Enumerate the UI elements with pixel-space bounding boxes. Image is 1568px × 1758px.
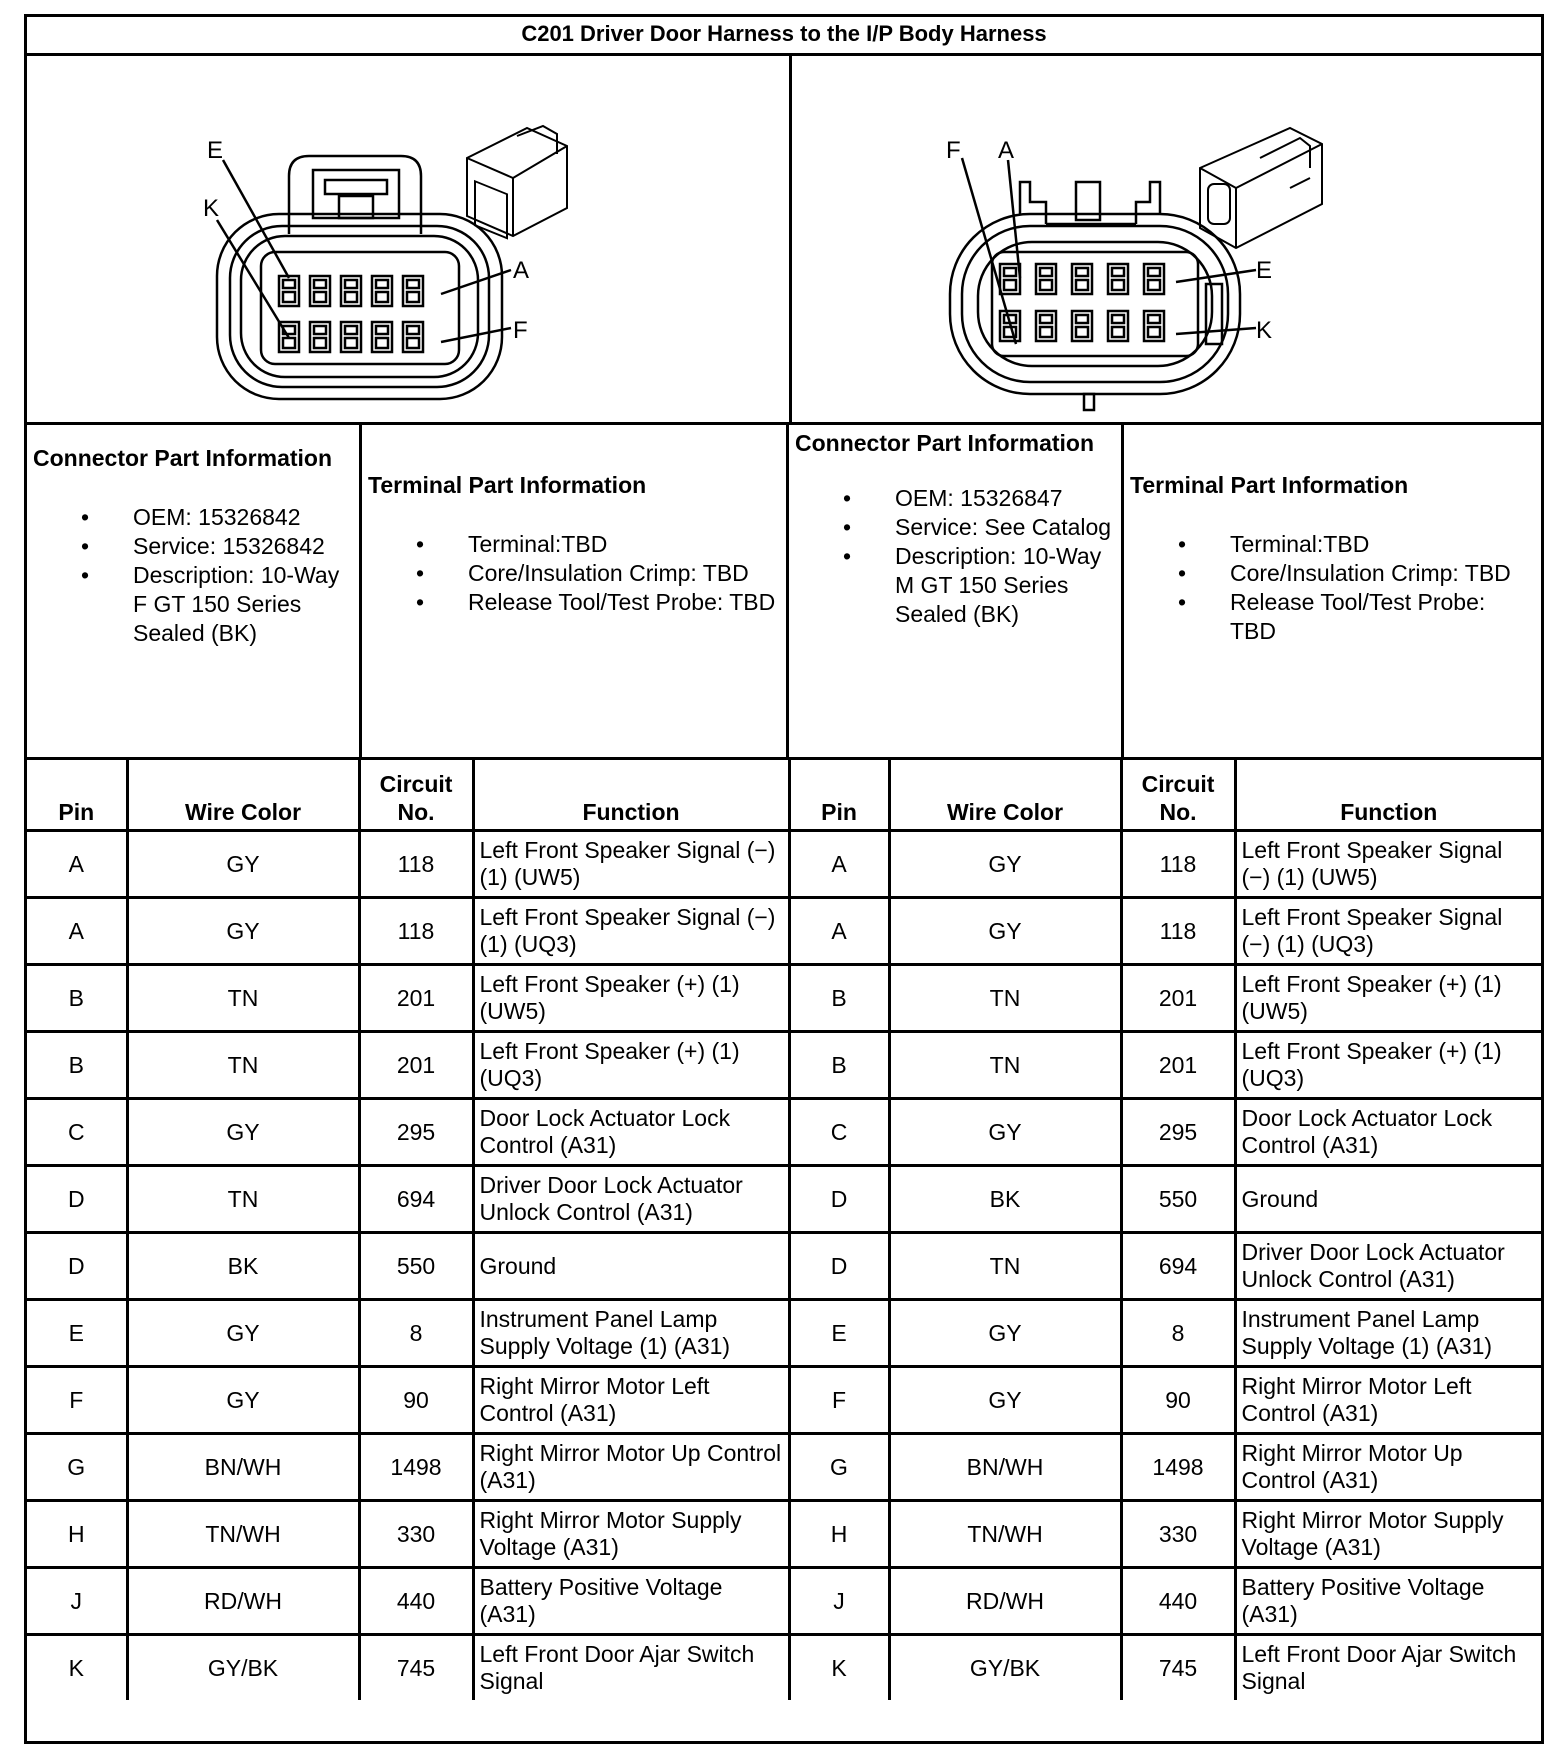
function-cell: Right Mirror Motor Left Control (A31) bbox=[473, 1367, 789, 1434]
circuit-cell: 8 bbox=[1121, 1300, 1235, 1367]
pin-cell: C bbox=[27, 1099, 127, 1166]
female-connector-diagram bbox=[27, 56, 792, 422]
pin-cavity-detail bbox=[407, 280, 419, 288]
wire-color-cell: GY bbox=[889, 1367, 1121, 1434]
function-cell: Right Mirror Motor Supply Voltage (A31) bbox=[1235, 1501, 1541, 1568]
table-row bbox=[27, 1501, 1541, 1568]
pin-cavity-detail bbox=[1076, 327, 1088, 337]
pin-cell: B bbox=[789, 965, 889, 1032]
wire-color-cell: BN/WH bbox=[889, 1434, 1121, 1501]
pin-cavity-detail bbox=[1004, 268, 1016, 276]
pin-cavity-detail bbox=[1040, 280, 1052, 290]
function-cell: Left Front Door Ajar Switch Signal bbox=[473, 1635, 789, 1701]
circuit-cell: 694 bbox=[1121, 1233, 1235, 1300]
pin-cell: E bbox=[27, 1300, 127, 1367]
table-row bbox=[27, 965, 1541, 1032]
circuit-cell: 745 bbox=[359, 1635, 473, 1701]
circuit-cell: 1498 bbox=[359, 1434, 473, 1501]
pin-cell: D bbox=[27, 1233, 127, 1300]
diagram-label: K bbox=[203, 195, 220, 222]
right-terminal-info bbox=[1124, 425, 1541, 757]
wire-color-cell: TN bbox=[127, 1032, 359, 1099]
header-pin: Pin bbox=[27, 760, 127, 831]
function-cell: Left Front Speaker (+) (1) (UW5) bbox=[473, 965, 789, 1032]
pin-cell: B bbox=[789, 1032, 889, 1099]
wire-color-cell: GY bbox=[127, 1099, 359, 1166]
info-item: • Service: See Catalog bbox=[895, 513, 1115, 542]
pin-cell: G bbox=[789, 1434, 889, 1501]
pin-cell: A bbox=[789, 831, 889, 898]
table-row bbox=[27, 1367, 1541, 1434]
pin-cavity-detail bbox=[376, 280, 388, 288]
circuit-cell: 550 bbox=[359, 1233, 473, 1300]
table-row bbox=[27, 1300, 1541, 1367]
wire-color-cell: GY/BK bbox=[889, 1635, 1121, 1701]
header-circuit bbox=[359, 760, 473, 831]
male-connector-drawing bbox=[792, 56, 1544, 422]
function-cell: Left Front Speaker (+) (1) (UW5) bbox=[1235, 965, 1541, 1032]
pin-cell: D bbox=[789, 1233, 889, 1300]
info-heading: Connector Part Information bbox=[795, 430, 1095, 456]
circuit-cell: 295 bbox=[1121, 1099, 1235, 1166]
table-row bbox=[27, 831, 1541, 898]
wire-color-cell: GY bbox=[127, 1300, 359, 1367]
circuit-cell: 201 bbox=[359, 1032, 473, 1099]
pin-cell: K bbox=[789, 1635, 889, 1701]
pin-cell: E bbox=[789, 1300, 889, 1367]
function-cell: Ground bbox=[1235, 1166, 1541, 1233]
female-connector-drawing bbox=[27, 56, 789, 422]
function-cell: Right Mirror Motor Up Control (A31) bbox=[473, 1434, 789, 1501]
function-cell: Driver Door Lock Actuator Unlock Control (A31) bbox=[1235, 1233, 1541, 1300]
pin-cavity-detail bbox=[1076, 268, 1088, 276]
info-item: • Terminal:TBD bbox=[1230, 530, 1535, 559]
pin-cell: H bbox=[789, 1501, 889, 1568]
pin-cavity-detail bbox=[1112, 280, 1124, 290]
wire-color-cell: BK bbox=[127, 1233, 359, 1300]
function-cell: Driver Door Lock Actuator Unlock Control (A31) bbox=[473, 1166, 789, 1233]
circuit-cell: 550 bbox=[1121, 1166, 1235, 1233]
function-cell: Left Front Speaker Signal (−) (1) (UW5) bbox=[1235, 831, 1541, 898]
pin-cavity-detail bbox=[407, 292, 419, 302]
circuit-cell: 118 bbox=[359, 831, 473, 898]
header-circuit bbox=[1121, 760, 1235, 831]
male-connector-iso-icon bbox=[1200, 128, 1322, 248]
pin-cavity-detail bbox=[1148, 327, 1160, 337]
circuit-cell: 90 bbox=[1121, 1367, 1235, 1434]
wire-color-cell: TN/WH bbox=[127, 1501, 359, 1568]
function-cell: Door Lock Actuator Lock Control (A31) bbox=[473, 1099, 789, 1166]
header-circuit-line1: Circuit bbox=[1141, 771, 1215, 797]
pin-cavity-detail bbox=[376, 338, 388, 348]
function-cell: Left Front Door Ajar Switch Signal bbox=[1235, 1635, 1541, 1701]
circuit-cell: 201 bbox=[359, 965, 473, 1032]
pin-cell: C bbox=[789, 1099, 889, 1166]
function-cell: Right Mirror Motor Up Control (A31) bbox=[1235, 1434, 1541, 1501]
info-heading: Connector Part Information bbox=[33, 445, 333, 471]
header-wire-color: Wire Color bbox=[127, 760, 359, 831]
function-cell: Right Mirror Motor Left Control (A31) bbox=[1235, 1367, 1541, 1434]
pin-cavity-detail bbox=[345, 292, 357, 302]
info-item: • Release Tool/Test Probe: TBD bbox=[468, 588, 780, 617]
table-header-row bbox=[27, 760, 1541, 831]
wire-color-cell: TN bbox=[889, 965, 1121, 1032]
info-item: • Service: 15326842 bbox=[133, 532, 353, 561]
circuit-cell: 330 bbox=[1121, 1501, 1235, 1568]
info-item: • OEM: 15326842 bbox=[133, 503, 353, 532]
table-row bbox=[27, 1434, 1541, 1501]
pin-cell: G bbox=[27, 1434, 127, 1501]
header-circuit-line1: Circuit bbox=[379, 771, 453, 797]
pin-cavity-detail bbox=[1004, 280, 1016, 290]
circuit-cell: 8 bbox=[359, 1300, 473, 1367]
pin-cavity-detail bbox=[314, 292, 326, 302]
info-heading: Terminal Part Information bbox=[1130, 472, 1409, 498]
pin-cell: B bbox=[27, 1032, 127, 1099]
circuit-cell: 201 bbox=[1121, 1032, 1235, 1099]
pin-cell: K bbox=[27, 1635, 127, 1701]
info-item: • Core/Insulation Crimp: TBD bbox=[468, 559, 780, 588]
pin-cavity-detail bbox=[1148, 280, 1160, 290]
part-info-row bbox=[27, 425, 1541, 760]
page-title: C201 Driver Door Harness to the I/P Body Harness bbox=[27, 17, 1541, 56]
pin-cavity-detail bbox=[314, 326, 326, 334]
function-cell: Instrument Panel Lamp Supply Voltage (1) (A31) bbox=[1235, 1300, 1541, 1367]
circuit-cell: 1498 bbox=[1121, 1434, 1235, 1501]
diagram-label: F bbox=[513, 317, 528, 344]
diagram-label: E bbox=[207, 137, 224, 164]
pin-cell: H bbox=[27, 1501, 127, 1568]
pin-cell: A bbox=[27, 898, 127, 965]
wire-color-cell: GY bbox=[889, 1300, 1121, 1367]
function-cell: Instrument Panel Lamp Supply Voltage (1) (A31) bbox=[473, 1300, 789, 1367]
pin-cavity-detail bbox=[1076, 280, 1088, 290]
pin-cell: D bbox=[27, 1166, 127, 1233]
pin-cavity-detail bbox=[345, 326, 357, 334]
wire-color-cell: BK bbox=[889, 1166, 1121, 1233]
pin-cavity-detail bbox=[314, 280, 326, 288]
table-row bbox=[27, 1099, 1541, 1166]
info-item: • Description: 10-Way M GT 150 Series Sealed (BK) bbox=[895, 542, 1115, 629]
pin-cavity-detail bbox=[283, 292, 295, 302]
circuit-cell: 118 bbox=[1121, 898, 1235, 965]
circuit-cell: 90 bbox=[359, 1367, 473, 1434]
wire-color-cell: RD/WH bbox=[889, 1568, 1121, 1635]
pin-cavity-detail bbox=[407, 338, 419, 348]
function-cell: Battery Positive Voltage (A31) bbox=[1235, 1568, 1541, 1635]
pin-cavity-detail bbox=[1112, 315, 1124, 323]
wire-color-cell: GY bbox=[127, 898, 359, 965]
function-cell: Battery Positive Voltage (A31) bbox=[473, 1568, 789, 1635]
circuit-cell: 201 bbox=[1121, 965, 1235, 1032]
info-item: • Core/Insulation Crimp: TBD bbox=[1230, 559, 1535, 588]
wire-color-cell: TN bbox=[889, 1233, 1121, 1300]
wire-color-cell: GY bbox=[889, 898, 1121, 965]
wire-color-cell: GY bbox=[127, 831, 359, 898]
wire-color-cell: RD/WH bbox=[127, 1568, 359, 1635]
pin-cavity-detail bbox=[1040, 315, 1052, 323]
circuit-cell: 118 bbox=[1121, 831, 1235, 898]
pin-cell: D bbox=[789, 1166, 889, 1233]
info-heading: Terminal Part Information bbox=[368, 472, 647, 498]
diagram-label: E bbox=[1256, 257, 1273, 284]
table-row bbox=[27, 1166, 1541, 1233]
connector-sheet bbox=[24, 14, 1544, 1744]
male-connector-diagram bbox=[792, 56, 1541, 422]
pin-cavity-detail bbox=[314, 338, 326, 348]
pin-cavity-detail bbox=[1040, 268, 1052, 276]
wire-color-cell: GY/BK bbox=[127, 1635, 359, 1701]
pin-cell: J bbox=[27, 1568, 127, 1635]
diagram-row bbox=[27, 56, 1541, 425]
circuit-cell: 694 bbox=[359, 1166, 473, 1233]
left-terminal-info bbox=[362, 425, 789, 757]
function-cell: Left Front Speaker Signal (−) (1) (UQ3) bbox=[473, 898, 789, 965]
circuit-cell: 118 bbox=[359, 898, 473, 965]
diagram-label: K bbox=[1256, 317, 1273, 344]
header-function: Function bbox=[1235, 760, 1541, 831]
table-row bbox=[27, 1568, 1541, 1635]
function-cell: Left Front Speaker (+) (1) (UQ3) bbox=[473, 1032, 789, 1099]
wire-color-cell: BN/WH bbox=[127, 1434, 359, 1501]
info-item: • Description: 10-Way F GT 150 Series Sealed (BK) bbox=[133, 561, 353, 648]
left-connector-info bbox=[27, 425, 362, 757]
pin-cavity-detail bbox=[1148, 315, 1160, 323]
function-cell: Right Mirror Motor Supply Voltage (A31) bbox=[473, 1501, 789, 1568]
circuit-cell: 295 bbox=[359, 1099, 473, 1166]
header-pin: Pin bbox=[789, 760, 889, 831]
header-wire-color: Wire Color bbox=[889, 760, 1121, 831]
function-cell: Left Front Speaker Signal (−) (1) (UQ3) bbox=[1235, 898, 1541, 965]
table-row bbox=[27, 1233, 1541, 1300]
pin-cell: F bbox=[27, 1367, 127, 1434]
info-item: • OEM: 15326847 bbox=[895, 484, 1115, 513]
pin-cavity-detail bbox=[283, 338, 295, 348]
wire-color-cell: TN bbox=[127, 965, 359, 1032]
pin-cell: F bbox=[789, 1367, 889, 1434]
table-row bbox=[27, 1032, 1541, 1099]
pin-cavity-detail bbox=[1076, 315, 1088, 323]
pin-cell: J bbox=[789, 1568, 889, 1635]
pin-cavity-detail bbox=[1148, 268, 1160, 276]
pinout-table bbox=[27, 760, 1541, 1700]
female-connector-iso-icon bbox=[467, 126, 567, 238]
circuit-cell: 745 bbox=[1121, 1635, 1235, 1701]
diagram-label: F bbox=[946, 137, 961, 164]
wire-color-cell: TN bbox=[889, 1032, 1121, 1099]
info-item: • Release Tool/Test Probe: TBD bbox=[1230, 588, 1535, 646]
circuit-cell: 330 bbox=[359, 1501, 473, 1568]
circuit-cell: 440 bbox=[1121, 1568, 1235, 1635]
pin-cavity-detail bbox=[376, 292, 388, 302]
pin-cell: A bbox=[789, 898, 889, 965]
function-cell: Left Front Speaker (+) (1) (UQ3) bbox=[1235, 1032, 1541, 1099]
wire-color-cell: TN bbox=[127, 1166, 359, 1233]
function-cell: Door Lock Actuator Lock Control (A31) bbox=[1235, 1099, 1541, 1166]
header-circuit-line2: No. bbox=[397, 799, 435, 825]
function-cell: Left Front Speaker Signal (−) (1) (UW5) bbox=[473, 831, 789, 898]
info-item: • Terminal:TBD bbox=[468, 530, 780, 559]
pin-cell: B bbox=[27, 965, 127, 1032]
diagram-label: A bbox=[513, 257, 530, 284]
pin-cavity-detail bbox=[283, 280, 295, 288]
header-function: Function bbox=[473, 760, 789, 831]
wire-color-cell: GY bbox=[889, 1099, 1121, 1166]
pin-cell: A bbox=[27, 831, 127, 898]
table-row bbox=[27, 1635, 1541, 1701]
pin-cavity-detail bbox=[345, 280, 357, 288]
table-row bbox=[27, 898, 1541, 965]
wire-color-cell: TN/WH bbox=[889, 1501, 1121, 1568]
pin-cavity-detail bbox=[1112, 268, 1124, 276]
pin-cavity-detail bbox=[376, 326, 388, 334]
diagram-label: A bbox=[998, 137, 1015, 164]
pin-cavity-detail bbox=[407, 326, 419, 334]
wire-color-cell: GY bbox=[889, 831, 1121, 898]
function-cell: Ground bbox=[473, 1233, 789, 1300]
right-connector-info bbox=[789, 425, 1124, 757]
circuit-cell: 440 bbox=[359, 1568, 473, 1635]
pin-cavity-detail bbox=[1040, 327, 1052, 337]
pin-cavity-detail bbox=[1112, 327, 1124, 337]
wire-color-cell: GY bbox=[127, 1367, 359, 1434]
pin-cavity-detail bbox=[345, 338, 357, 348]
header-circuit-line2: No. bbox=[1159, 799, 1197, 825]
